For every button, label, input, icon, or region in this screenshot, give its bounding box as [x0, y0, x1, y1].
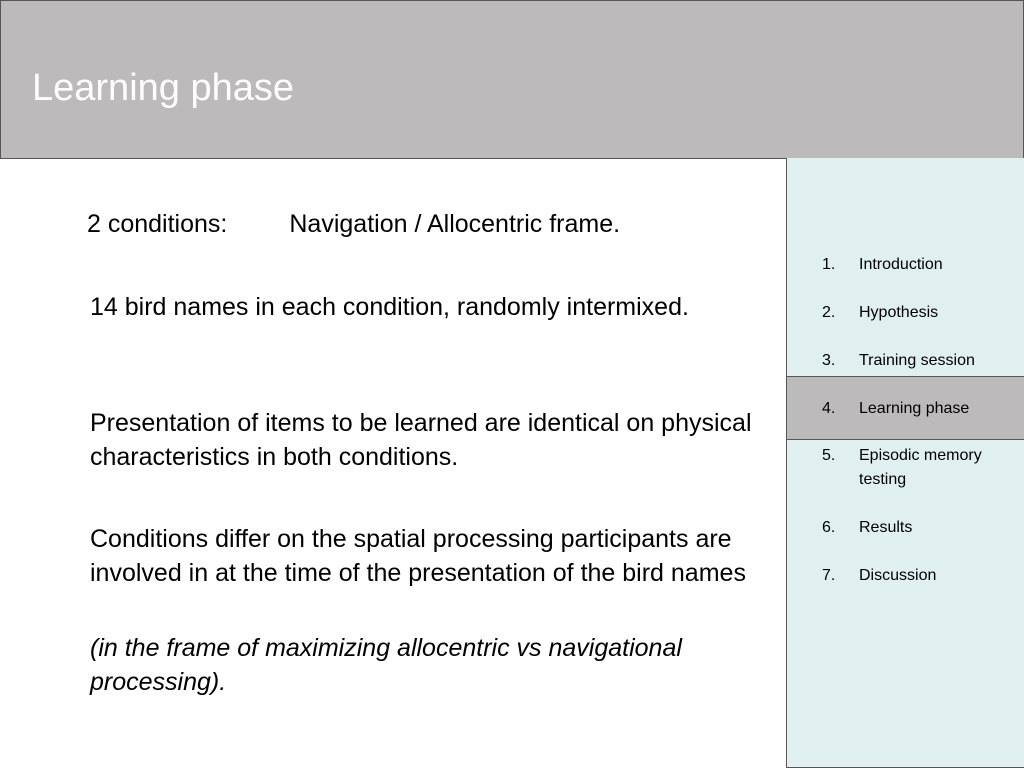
conditions-line: [87, 207, 777, 241]
sidebar-item-number: 7.: [822, 567, 836, 584]
sidebar-item-label: Learning phase: [859, 400, 970, 417]
sidebar-outline: [786, 158, 1024, 768]
sidebar-item-label: Episodic memory testing: [859, 447, 982, 488]
sidebar-item-number: 2.: [822, 304, 836, 321]
conditions-value: Navigation / Allocentric frame.: [289, 210, 621, 238]
sidebar-item-number: 4.: [822, 400, 836, 417]
sidebar-item-learning-phase[interactable]: [787, 376, 1024, 440]
presentation-paragraph: Presentation of items to be learned are identical on physical characteristics in both conditions.: [90, 409, 752, 471]
sidebar-item-number: 3.: [822, 352, 836, 369]
sidebar-item-label: Introduction: [859, 256, 943, 273]
sidebar-item-number: 1.: [822, 256, 836, 273]
sidebar-item-number: 6.: [822, 519, 836, 536]
slide-title: Learning phase: [32, 67, 294, 109]
sidebar-item-label: Results: [859, 519, 913, 536]
sidebar-item-number: 5.: [822, 447, 836, 464]
sidebar-item-label: Discussion: [859, 567, 937, 584]
sidebar-item-label: Hypothesis: [859, 304, 939, 321]
slide-header: [0, 0, 1024, 159]
frame-note-paragraph: (in the frame of maximizing allocentric vs navigational processing).: [90, 634, 682, 696]
conditions-differ-paragraph: Conditions differ on the spatial processing participants are involved in at the time of the presentation of the bird names: [90, 525, 746, 587]
sidebar-item-label: Training session: [859, 352, 975, 369]
conditions-label: 2 conditions:: [87, 210, 228, 238]
bird-names-paragraph: 14 bird names in each condition, randomly intermixed.: [90, 293, 689, 321]
